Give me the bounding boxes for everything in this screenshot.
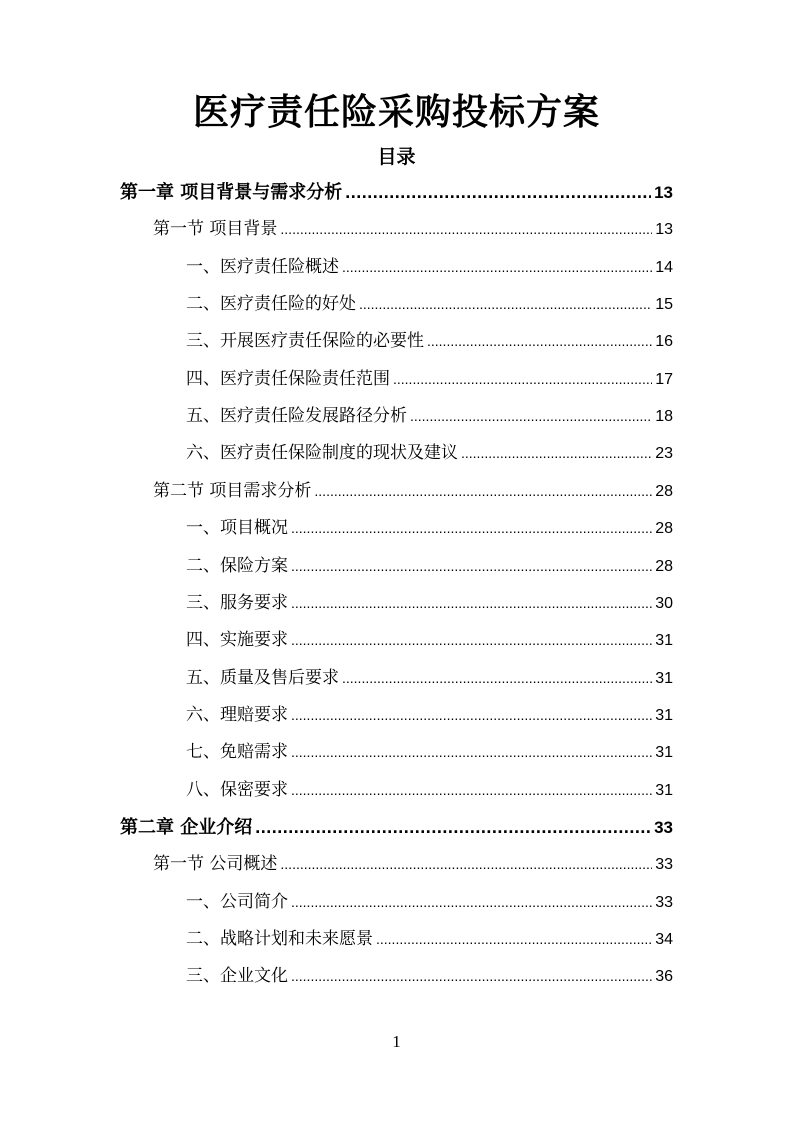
dot-leader (291, 958, 652, 995)
dot-leader (393, 361, 652, 398)
dot-leader (427, 323, 652, 360)
dot-leader (291, 510, 652, 547)
dot-leader (376, 921, 652, 958)
dot-leader (345, 174, 651, 211)
toc-entry-level-2[interactable] (153, 473, 673, 510)
toc-entry-label: 二、医疗责任险的好处 (186, 294, 356, 315)
toc-entry-page-number: 31 (655, 744, 673, 762)
toc-entry-level-3[interactable] (186, 548, 673, 585)
toc-entry-label: 第一节 项目背景 (153, 219, 278, 240)
toc-entry-label: 三、企业文化 (186, 966, 288, 987)
toc-entry-label: 第二节 项目需求分析 (153, 480, 312, 501)
toc-entry-label: 三、开展医疗责任保险的必要性 (186, 331, 424, 352)
toc-entry-level-3[interactable] (186, 921, 673, 958)
toc-entry-level-3[interactable] (186, 510, 673, 547)
toc-entry-label: 二、保险方案 (186, 555, 288, 576)
dot-leader (291, 772, 652, 809)
dot-leader (461, 435, 652, 472)
toc-entry-page-number: 31 (655, 669, 673, 687)
toc-entry-label: 一、项目概况 (186, 518, 288, 539)
dot-leader (291, 585, 652, 622)
dot-leader (314, 473, 652, 510)
toc-entry-label: 七、免赔需求 (186, 742, 288, 763)
toc-entry-page-number: 34 (655, 931, 673, 948)
toc-entry-page-number: 13 (654, 183, 673, 202)
toc-entry-label: 八、保密要求 (186, 779, 288, 800)
toc-entry-level-3[interactable] (186, 435, 673, 472)
toc-entry-label: 三、服务要求 (186, 592, 288, 613)
dot-leader (291, 622, 652, 659)
toc-entry-label: 第二章 企业介绍 (120, 816, 253, 838)
toc-entry-level-3[interactable] (186, 660, 673, 697)
toc-entry-label: 四、医疗责任保险责任范围 (186, 368, 390, 389)
toc-entry-page-number: 31 (655, 706, 673, 724)
toc-entry-label: 二、战略计划和未来愿景 (186, 929, 373, 949)
toc-entry-page-number: 36 (655, 968, 673, 986)
dot-leader (280, 211, 652, 248)
toc-entry-page-number: 14 (655, 258, 673, 276)
toc-entry-level-3[interactable] (186, 361, 673, 398)
toc-entry-page-number: 23 (655, 445, 673, 463)
dot-leader (410, 398, 652, 435)
toc-entry-level-3[interactable] (186, 585, 673, 622)
toc-entry-level-3[interactable] (186, 958, 673, 995)
dot-leader (280, 846, 652, 883)
toc-entry-page-number: 33 (655, 856, 673, 874)
toc-entry-label: 六、医疗责任保险制度的现状及建议 (186, 443, 458, 464)
toc-heading: 目录 (377, 146, 416, 168)
toc-entry-level-3[interactable] (186, 622, 673, 659)
toc-entry-level-3[interactable] (186, 323, 673, 360)
toc-entry-level-3[interactable] (186, 772, 673, 809)
toc-entry-level-3[interactable] (186, 734, 673, 771)
toc-entry-label: 一、公司简介 (186, 891, 288, 912)
toc-entry-level-3[interactable] (186, 249, 673, 286)
toc-entry-page-number: 33 (654, 817, 673, 837)
toc-entry-label: 一、医疗责任险概述 (186, 256, 339, 277)
toc-entry-page-number: 17 (655, 370, 673, 388)
toc-entry-page-number: 15 (655, 296, 673, 314)
toc-entry-page-number: 16 (655, 333, 673, 351)
toc-entry-label: 四、实施要求 (186, 630, 288, 651)
dot-leader (291, 697, 652, 734)
dot-leader (342, 660, 652, 697)
toc-entry-page-number: 28 (655, 520, 673, 538)
toc-entry-level-3[interactable] (186, 398, 673, 435)
toc-entry-label: 五、医疗责任险发展路径分析 (186, 406, 407, 427)
toc-entry-page-number: 13 (655, 221, 673, 239)
toc-entry-page-number: 30 (655, 594, 673, 612)
toc-entry-page-number: 18 (655, 408, 673, 426)
document-title: 医疗责任险采购投标方案 (192, 92, 600, 133)
toc-entry-level-3[interactable] (186, 286, 673, 323)
dot-leader (291, 734, 652, 771)
dot-leader (291, 884, 652, 921)
toc-entry-label: 第一节 公司概述 (153, 854, 278, 875)
toc-entry-page-number: 28 (655, 482, 673, 500)
toc-entry-label: 六、理赔要求 (186, 704, 288, 725)
toc-entry-level-2[interactable] (153, 846, 673, 883)
toc-entry-level-1[interactable] (120, 174, 673, 211)
toc-entry-label: 五、质量及售后要求 (186, 667, 339, 688)
dot-leader (359, 286, 652, 323)
toc-entry-page-number: 31 (655, 632, 673, 650)
toc-entry-level-3[interactable] (186, 697, 673, 734)
toc-entry-level-3[interactable] (186, 884, 673, 921)
dot-leader (291, 548, 652, 585)
page-number: 1 (392, 1032, 401, 1051)
toc-entry-page-number: 31 (655, 781, 673, 799)
toc-entry-label: 第一章 项目背景与需求分析 (120, 182, 343, 203)
dot-leader (342, 249, 652, 286)
toc-entry-level-2[interactable] (153, 211, 673, 248)
dot-leader (255, 809, 651, 846)
toc-entry-page-number: 28 (655, 557, 673, 575)
toc-entry-page-number: 33 (655, 893, 673, 911)
toc-entry-level-1[interactable] (120, 809, 673, 846)
